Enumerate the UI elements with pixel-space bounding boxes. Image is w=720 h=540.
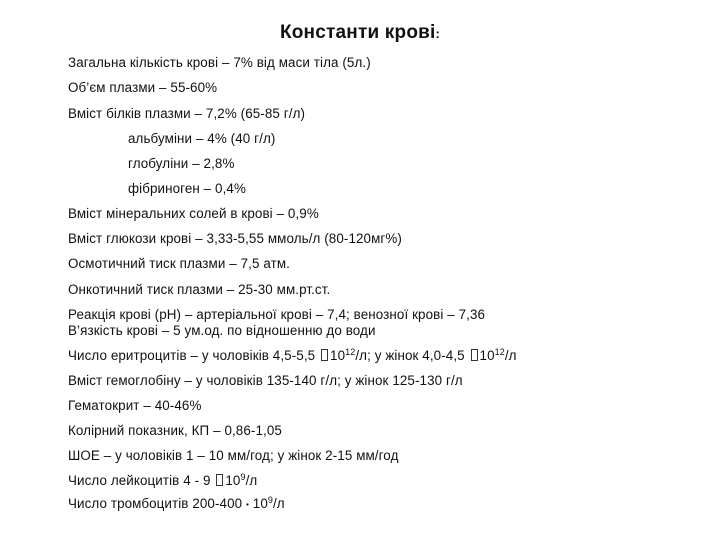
- leukocytes-text-2: /л: [245, 473, 258, 488]
- erythrocytes-text-1: Число еритроцитів – у чоловіків 4,5-5,5: [68, 348, 316, 363]
- erythrocytes-exp-base-2: 10: [479, 348, 495, 363]
- thrombocytes-exp-base: 10: [252, 496, 268, 511]
- line-glucose: Вміст глюкози крові – 3,33-5,55 ммоль/л (80-120мг%): [68, 231, 402, 246]
- erythrocytes-text-3: /л: [504, 348, 517, 363]
- thrombocytes-text-2: /л: [272, 496, 285, 511]
- erythrocytes-exp-2: 12: [494, 347, 505, 357]
- line-oncotic-pressure: Онкотичний тиск плазми – 25-30 мм.рт.ст.: [68, 282, 331, 297]
- line-globulins: глобуліни – 2,8%: [128, 156, 235, 171]
- line-erythrocytes: [68, 348, 517, 364]
- line-mineral-salts: Вміст мінеральних солей в крові – 0,9%: [68, 206, 319, 221]
- thrombocytes-text-1: Число тромбоцитів 200-400: [68, 496, 243, 511]
- title-text: Константи крові: [279, 22, 436, 43]
- line-plasma-volume: Об’єм плазми – 55-60%: [68, 80, 218, 95]
- line-leukocytes: [68, 473, 257, 489]
- line-hemoglobin: Вміст гемоглобіну – у чоловіків 135-140 г/л; у жінок 125-130 г/л: [68, 373, 463, 388]
- line-esr: ШОЕ – у чоловіків 1 – 10 мм/год; у жінок 2-15 мм/год: [68, 448, 399, 463]
- multiply-symbol-icon: [216, 474, 223, 486]
- line-blood-ph: Реакція крові (рН) – артеріальної крові – 7,4; венозної крові – 7,36: [68, 307, 486, 322]
- line-viscosity: В’язкість крові – 5 ум.од. по відношенню до води: [68, 323, 376, 338]
- line-albumins: альбуміни – 4% (40 г/л): [128, 131, 276, 146]
- line-fibrinogen: фібриноген – 0,4%: [128, 181, 246, 196]
- leukocytes-exp-base: 10: [225, 473, 241, 488]
- leukocytes-text-1: Число лейкоцитів 4 - 9: [68, 473, 211, 488]
- erythrocytes-exp-1: 12: [345, 347, 356, 357]
- multiply-symbol-icon: [321, 349, 328, 361]
- line-color-index: Колірний показник, КП – 0,86-1,05: [68, 423, 282, 438]
- line-total-blood: Загальна кількість крові – 7% від маси тіла (5л.): [68, 55, 371, 70]
- line-osmotic-pressure: Осмотичний тиск плазми – 7,5 атм.: [68, 256, 290, 271]
- line-hematocrit: Гематокрит – 40-46%: [68, 398, 202, 413]
- title-colon: :: [435, 26, 441, 41]
- line-thrombocytes: [68, 496, 285, 513]
- multiply-symbol-icon: [471, 349, 478, 361]
- leukocytes-exp: 9: [240, 472, 246, 482]
- page-title: [0, 22, 720, 44]
- erythrocytes-text-2: /л; у жінок 4,0-4,5: [355, 348, 465, 363]
- multiply-dot-icon: ▪: [246, 500, 249, 509]
- thrombocytes-exp: 9: [267, 495, 273, 505]
- erythrocytes-exp-base-1: 10: [330, 348, 346, 363]
- line-plasma-proteins: Вміст білків плазми – 7,2% (65-85 г/л): [68, 106, 306, 121]
